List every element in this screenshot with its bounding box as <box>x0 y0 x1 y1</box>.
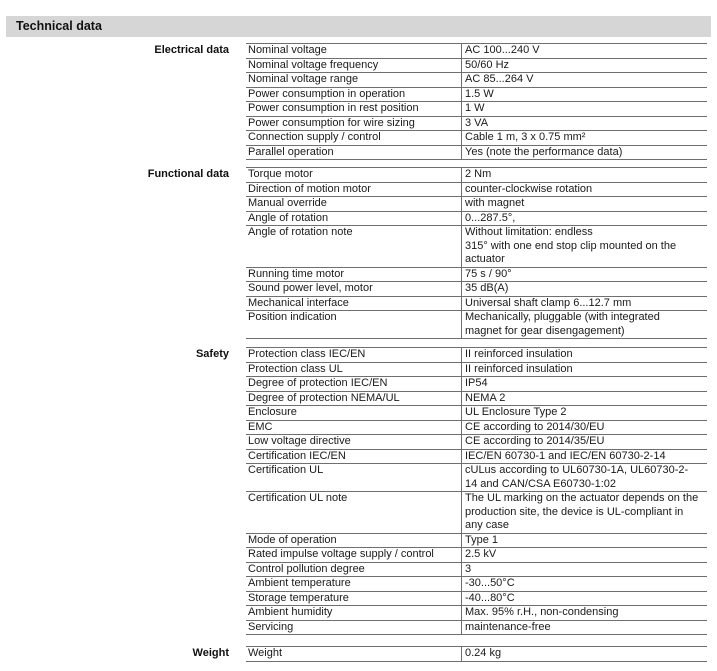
property-name: Position indication <box>246 311 462 338</box>
property-name: Weight <box>246 647 462 661</box>
table-row <box>246 43 707 59</box>
value-line: 14 and CAN/CSA E60730-1:02 <box>465 477 617 490</box>
property-name: Certification IEC/EN <box>246 450 462 464</box>
value-line: 1.5 W <box>465 87 494 100</box>
value-line: 3 VA <box>465 116 489 129</box>
property-name: Storage temperature <box>246 592 462 606</box>
property-value <box>462 282 707 296</box>
property-value <box>462 226 707 267</box>
value-line: 2 Nm <box>465 168 492 180</box>
value-line: AC 100...240 V <box>465 44 540 56</box>
property-name: Certification UL note <box>246 492 462 533</box>
property-value <box>462 363 707 377</box>
table-row <box>246 421 707 436</box>
property-name: Enclosure <box>246 406 462 420</box>
property-value <box>462 464 707 491</box>
value-line: any case <box>465 519 510 531</box>
value-line: II reinforced insulation <box>465 348 573 360</box>
value-line: 1 W <box>465 102 485 114</box>
table-row <box>246 606 707 621</box>
value-line: The UL marking on the actuator depends on the <box>465 492 699 504</box>
property-name: Nominal voltage <box>246 44 462 58</box>
value-line: Without limitation: endless <box>465 226 593 238</box>
table-row <box>246 226 707 268</box>
value-line: 3 <box>465 562 472 575</box>
table-row <box>246 311 707 339</box>
property-name: Power consumption in operation <box>246 88 462 102</box>
table-row <box>246 548 707 563</box>
table-row <box>246 183 707 198</box>
property-name: EMC <box>246 421 462 435</box>
value-line: counter-clockwise rotation <box>465 182 593 195</box>
value-line: Cable 1 m, 3 x 0.75 mm² <box>465 131 586 143</box>
value-line: 315° with one end stop clip mounted on the <box>465 239 677 252</box>
property-value <box>462 88 707 102</box>
value-line: Type 1 <box>465 533 499 546</box>
property-name: Power consumption in rest position <box>246 102 462 116</box>
property-value <box>462 647 707 661</box>
section-header: Technical data <box>6 16 711 37</box>
table-row <box>246 577 707 592</box>
table-row <box>246 102 707 117</box>
property-name: Angle of rotation <box>246 212 462 226</box>
property-value <box>462 421 707 435</box>
section-label-weight: Weight <box>192 647 229 659</box>
property-name: Certification UL <box>246 464 462 491</box>
property-name: Direction of motion motor <box>246 183 462 197</box>
value-line: IEC/EN 60730-1 and IEC/EN 60730-2-14 <box>465 449 666 462</box>
property-value <box>462 435 707 449</box>
value-line: AC 85...264 V <box>465 73 534 85</box>
property-value <box>462 492 707 533</box>
property-value <box>462 606 707 620</box>
property-name: Manual override <box>246 197 462 211</box>
value-line: magnet for gear disengagement) <box>465 324 625 337</box>
section-label-functional: Functional data <box>147 168 229 180</box>
value-line: IP54 <box>465 377 488 389</box>
value-line: actuator <box>465 253 505 265</box>
property-name: Ambient temperature <box>246 577 462 591</box>
property-value <box>462 577 707 591</box>
table-row <box>246 131 707 146</box>
table-functional <box>246 167 707 339</box>
table-row <box>246 167 707 183</box>
property-value <box>462 392 707 406</box>
property-value <box>462 131 707 145</box>
property-name: Protection class UL <box>246 363 462 377</box>
property-value <box>462 563 707 577</box>
table-row <box>246 282 707 297</box>
value-line: Universal shaft clamp 6...12.7 mm <box>465 296 632 309</box>
property-name: Control pollution degree <box>246 563 462 577</box>
property-name: Ambient humidity <box>246 606 462 620</box>
value-line: 0.24 kg <box>465 647 502 659</box>
property-value <box>462 117 707 131</box>
property-name: Degree of protection IEC/EN <box>246 377 462 391</box>
property-value <box>462 621 707 635</box>
table-row <box>246 197 707 212</box>
property-name: Running time motor <box>246 268 462 282</box>
table-row <box>246 464 707 492</box>
property-value <box>462 548 707 562</box>
value-line: Yes (note the performance data) <box>465 145 623 158</box>
property-name: Protection class IEC/EN <box>246 348 462 362</box>
value-line: 35 dB(A) <box>465 282 509 294</box>
property-value <box>462 197 707 211</box>
table-row <box>246 592 707 607</box>
property-value <box>462 183 707 197</box>
property-value <box>462 406 707 420</box>
property-name: Angle of rotation note <box>246 226 462 267</box>
value-line: production site, the device is UL-compliant in <box>465 505 684 518</box>
property-name: Low voltage directive <box>246 435 462 449</box>
table-row <box>246 646 707 662</box>
property-value <box>462 102 707 116</box>
value-line: with magnet <box>465 197 525 209</box>
property-name: Power consumption for wire sizing <box>246 117 462 131</box>
property-value <box>462 168 707 182</box>
table-row <box>246 88 707 103</box>
property-name: Rated impulse voltage supply / control <box>246 548 462 562</box>
table-row <box>246 377 707 392</box>
property-value <box>462 44 707 58</box>
property-name: Connection supply / control <box>246 131 462 145</box>
table-row <box>246 297 707 312</box>
table-safety <box>246 347 707 635</box>
table-row <box>246 212 707 227</box>
value-line: -30...50°C <box>465 577 515 589</box>
property-value <box>462 297 707 311</box>
value-line: II reinforced insulation <box>465 362 573 375</box>
property-value <box>462 592 707 606</box>
value-line: CE according to 2014/35/EU <box>465 435 605 447</box>
section-label-electrical: Electrical data <box>154 44 229 56</box>
value-line: -40...80°C <box>465 591 515 604</box>
value-line: 0...287.5°, <box>465 211 516 224</box>
table-row <box>246 59 707 74</box>
property-value <box>462 377 707 391</box>
property-name: Nominal voltage range <box>246 73 462 87</box>
table-row <box>246 450 707 465</box>
value-line: maintenance-free <box>465 620 551 633</box>
property-value <box>462 450 707 464</box>
table-row <box>246 621 707 636</box>
property-name: Parallel operation <box>246 146 462 160</box>
property-name: Torque motor <box>246 168 462 182</box>
table-row <box>246 363 707 378</box>
property-name: Sound power level, motor <box>246 282 462 296</box>
table-row <box>246 534 707 549</box>
property-value <box>462 268 707 282</box>
table-row <box>246 268 707 283</box>
property-name: Nominal voltage frequency <box>246 59 462 73</box>
property-name: Degree of protection NEMA/UL <box>246 392 462 406</box>
property-value <box>462 311 707 338</box>
table-row <box>246 117 707 132</box>
property-value <box>462 73 707 87</box>
property-name: Servicing <box>246 621 462 635</box>
table-row <box>246 406 707 421</box>
table-row <box>246 392 707 407</box>
value-line: cULus according to UL60730-1A, UL60730-2- <box>465 464 689 476</box>
value-line: 2.5 kV <box>465 548 497 560</box>
property-value <box>462 212 707 226</box>
table-row <box>246 73 707 88</box>
property-name: Mechanical interface <box>246 297 462 311</box>
value-line: 75 s / 90° <box>465 267 512 280</box>
property-name: Mode of operation <box>246 534 462 548</box>
property-value <box>462 59 707 73</box>
value-line: CE according to 2014/30/EU <box>465 420 605 433</box>
value-line: Max. 95% r.H., non-condensing <box>465 606 619 618</box>
table-row <box>246 146 707 161</box>
property-value <box>462 348 707 362</box>
table-row <box>246 435 707 450</box>
property-value <box>462 146 707 160</box>
section-label-safety: Safety <box>195 348 229 360</box>
table-row <box>246 347 707 363</box>
value-line: NEMA 2 <box>465 391 506 404</box>
table-row <box>246 492 707 534</box>
value-line: 50/60 Hz <box>465 58 510 71</box>
property-value <box>462 534 707 548</box>
table-weight <box>246 646 707 662</box>
value-line: UL Enclosure Type 2 <box>465 406 567 418</box>
value-line: Mechanically, pluggable (with integrated <box>465 311 660 323</box>
table-row <box>246 563 707 578</box>
table-electrical <box>246 43 707 160</box>
